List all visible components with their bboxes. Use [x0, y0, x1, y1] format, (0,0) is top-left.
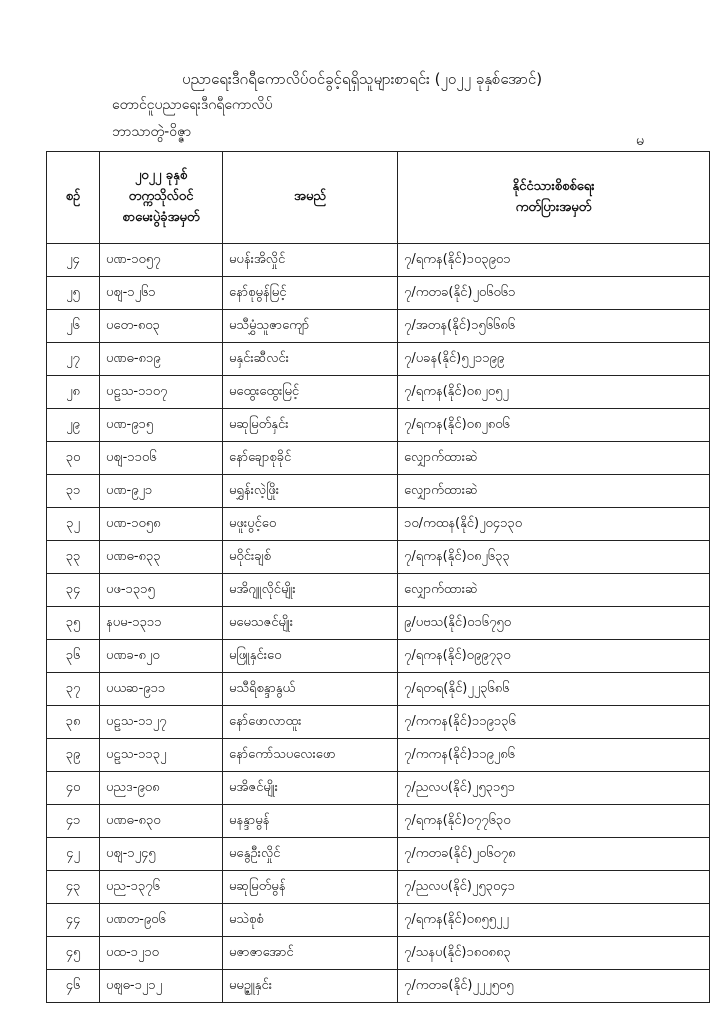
nrc-cell: ၇/ညလပ(နိုင်)၂၅၃၁၅၁ [398, 772, 710, 805]
header-nrc [398, 152, 710, 244]
nrc-cell: ၇/ရတရ(နိုင်)၂၂၃၆၈၆ [398, 673, 710, 706]
nrc-cell: ၇/ရကန(နိုင်)၀၈၂၀၅၂ [398, 376, 710, 409]
nrc-cell: ၇/ပခန(နိုင်)၅၂၁၁၉၉ [398, 343, 710, 376]
serial-cell: ၄၄ [47, 904, 100, 937]
name-cell: မအိဂျူလိုင်မျိုး [223, 574, 398, 607]
name-cell: မဖြူနှင်းဝေ [223, 640, 398, 673]
serial-cell: ၃၂ [47, 508, 100, 541]
name-cell: မသဲစုစံ [223, 904, 398, 937]
nrc-cell: ၇/ကတခ(နိုင်)၂၂၂၅၀၅ [398, 970, 710, 1003]
name-cell: မဆုမြတ်နှင်း [223, 409, 398, 442]
serial-cell: ၄၀ [47, 772, 100, 805]
serial-cell: ၄၁ [47, 805, 100, 838]
serial-cell: ၃၇ [47, 673, 100, 706]
name-cell: မဝိုင်းချစ် [223, 541, 398, 574]
name-cell: မဖူးပွင့်ဝေ [223, 508, 398, 541]
document-title: ပညာရေးဒီဂရီကောလိပ်ဝင်ခွင့်ရရှိသူများစာရင်း (၂၀၂၂ ခုနှစ်အောင်) [181, 70, 543, 88]
table-row [47, 871, 710, 904]
table-row [47, 706, 710, 739]
header-nrc-line-2: ကတ်ပြားအမှတ် [515, 199, 592, 215]
table-row [47, 475, 710, 508]
header-roll-line-1: ၂၀၂၂ ခုနှစ် [134, 168, 188, 184]
nrc-cell: ၉/ပဗသ(နိုင်)၀၁၆၇၅၀ [398, 607, 710, 640]
nrc-cell: ၇/ရကန(နိုင်)၀၈၂၈၀၆ [398, 409, 710, 442]
name-cell: နော်ဖောလာထူး [223, 706, 398, 739]
serial-cell: ၃၁ [47, 475, 100, 508]
serial-cell: ၃၉ [47, 739, 100, 772]
header-roll-number [100, 152, 223, 244]
serial-cell: ၂၉ [47, 409, 100, 442]
table-body [47, 244, 710, 1003]
roll-number-cell: ပဖ-၁၃၁၅ [100, 574, 223, 607]
roll-number-cell: ပဈ-၁၂၆၁ [100, 277, 223, 310]
name-cell: မသီရိစန္ဒာနွယ် [223, 673, 398, 706]
name-cell: နော်ချောစုခိုင် [223, 442, 398, 475]
serial-cell: ၄၂ [47, 838, 100, 871]
roll-number-cell: ပညဒ-၉၀၈ [100, 772, 223, 805]
table-row [47, 277, 710, 310]
roll-number-cell: ပဏတ-၉၀၆ [100, 904, 223, 937]
serial-cell: ၂၆ [47, 310, 100, 343]
serial-cell: ၂၇ [47, 343, 100, 376]
name-cell: မရွှန်းလဲ့ဖြိုး [223, 475, 398, 508]
roll-number-cell: ပဏဓ-၈၃၃ [100, 541, 223, 574]
table-row [47, 772, 710, 805]
roll-number-cell: ပဈ-၁၂၄၅ [100, 838, 223, 871]
name-cell: မနွေဦးလှိုင် [223, 838, 398, 871]
table-row [47, 673, 710, 706]
nrc-cell: ၇/ရကန(နိုင်)၀၉၉၇၃၀ [398, 640, 710, 673]
admission-table [46, 151, 710, 1003]
roll-number-cell: ပဠသ-၁၁၃၂ [100, 739, 223, 772]
roll-number-cell: ပတေ-၈၀၃ [100, 310, 223, 343]
roll-number-cell: ပဠသ-၁၁၀၇ [100, 376, 223, 409]
header-serial: စဉ် [47, 152, 100, 244]
header-roll-line-2: တက္ကသိုလ်ဝင် [128, 189, 194, 205]
nrc-cell: ၇/ကကန(နိုင်)၁၁၉၂၈၆ [398, 739, 710, 772]
roll-number-cell: ပဏခ-၈၂၀ [100, 640, 223, 673]
nrc-cell: ၁၀/ကထန(နိုင်)၂၀၄၁၃၀ [398, 508, 710, 541]
name-cell: မမေသဇင်မျိုး [223, 607, 398, 640]
serial-cell: ၄၃ [47, 871, 100, 904]
roll-number-cell: ပဏ-၁၀၅၇ [100, 244, 223, 277]
nrc-cell: ၇/အတန(နိုင်)၁၅၆၆၈၆ [398, 310, 710, 343]
table-row [47, 904, 710, 937]
name-cell: မနန္ဒာမွန် [223, 805, 398, 838]
roll-number-cell: ပဏ-၉၁၅ [100, 409, 223, 442]
name-cell: မအိဇင်မျိုး [223, 772, 398, 805]
name-cell: မပန်းအိလှိုင် [223, 244, 398, 277]
name-cell: မဇာဇာအောင် [223, 937, 398, 970]
table-row [47, 805, 710, 838]
nrc-cell: ၇/သနပ(နိုင်)၁၈၀၈၈၃ [398, 937, 710, 970]
roll-number-cell: ပယဆ-၉၁၁ [100, 673, 223, 706]
serial-cell: ၄၅ [47, 937, 100, 970]
serial-cell: ၄၆ [47, 970, 100, 1003]
table-row [47, 310, 710, 343]
table-row [47, 376, 710, 409]
nrc-cell: ၇/ကကန(နိုင်)၁၁၉၁၃၆ [398, 706, 710, 739]
roll-number-cell: ပဏ-၁၀၅၈ [100, 508, 223, 541]
roll-number-cell: ပဈ-၁၁၀၆ [100, 442, 223, 475]
name-cell: မမဥ္ဇူနှင်း [223, 970, 398, 1003]
name-cell: နော်ကော်သပလေးဖော [223, 739, 398, 772]
serial-cell: ၃၆ [47, 640, 100, 673]
nrc-cell: ၇/ညလပ(နိုင်)၂၅၃၀၄၁ [398, 871, 710, 904]
name-cell: မထွေးထွေးမြင့် [223, 376, 398, 409]
table-row [47, 541, 710, 574]
table-row [47, 574, 710, 607]
serial-cell: ၃၅ [47, 607, 100, 640]
header-nrc-line-1: နိုင်ငံသားစိစစ်ရေး [512, 178, 595, 194]
table-row [47, 640, 710, 673]
roll-number-cell: ပဈဓ-၁၂၁၂ [100, 970, 223, 1003]
table-header-row [47, 152, 710, 244]
table-row [47, 244, 710, 277]
roll-number-cell: ပဠသ-၁၁၂၇ [100, 706, 223, 739]
name-cell: မနှင်းဆီလင်း [223, 343, 398, 376]
nrc-cell: ၇/ကတခ(နိုင်)၂၀၆၀၇၈ [398, 838, 710, 871]
gender-mark: မ [636, 133, 644, 149]
name-cell: မဆုမြတ်မွန် [223, 871, 398, 904]
nrc-cell: ၇/ရကန(နိုင်)၀၈၅၅၂၂ [398, 904, 710, 937]
table-row [47, 937, 710, 970]
serial-cell: ၃၄ [47, 574, 100, 607]
nrc-cell: ၇/ရကန(နိုင်)၁၀၃၉၀၁ [398, 244, 710, 277]
table-row [47, 970, 710, 1003]
roll-number-cell: ပဏဓ-၈၁၉ [100, 343, 223, 376]
roll-number-cell: ပဏဓ-၈၃၀ [100, 805, 223, 838]
nrc-cell: လျှောက်ထားဆဲ [398, 574, 710, 607]
table-row [47, 508, 710, 541]
header-name: အမည် [223, 152, 398, 244]
college-name: တောင်ငူပညာရေးဒီဂရီကောလိပ် [112, 97, 273, 113]
serial-cell: ၃၀ [47, 442, 100, 475]
roll-number-cell: ပထ-၁၂၁၀ [100, 937, 223, 970]
roll-number-cell: ပည-၁၃၇၆ [100, 871, 223, 904]
nrc-cell: လျှောက်ထားဆဲ [398, 442, 710, 475]
serial-cell: ၂၈ [47, 376, 100, 409]
table-row [47, 442, 710, 475]
table-row [47, 607, 710, 640]
table-row [47, 343, 710, 376]
roll-number-cell: ပဏ-၉၂၁ [100, 475, 223, 508]
nrc-cell: ၇/ရကန(နိုင်)၀၈၂၆၃၃ [398, 541, 710, 574]
serial-cell: ၃၈ [47, 706, 100, 739]
name-cell: မသီမွှံသူဇာကျော် [223, 310, 398, 343]
name-cell: နော်စုမွန်မြင့် [223, 277, 398, 310]
nrc-cell: ၇/ကတခ(နိုင်)၂၀၆၀၆၁ [398, 277, 710, 310]
roll-number-cell: နပမ-၁၃၁၁ [100, 607, 223, 640]
nrc-cell: လျှောက်ထားဆဲ [398, 475, 710, 508]
header-roll-line-3: စာမေးပွဲခုံအမှတ် [122, 209, 200, 225]
table-row [47, 409, 710, 442]
table-row [47, 838, 710, 871]
subject-combination: ဘာသာတွဲ-ဝိဇ္ဇာ [112, 124, 192, 140]
serial-cell: ၂၅ [47, 277, 100, 310]
table-row [47, 739, 710, 772]
serial-cell: ၃၃ [47, 541, 100, 574]
nrc-cell: ၇/ရကန(နိုင်)၀၇၇၆၃၀ [398, 805, 710, 838]
serial-cell: ၂၄ [47, 244, 100, 277]
